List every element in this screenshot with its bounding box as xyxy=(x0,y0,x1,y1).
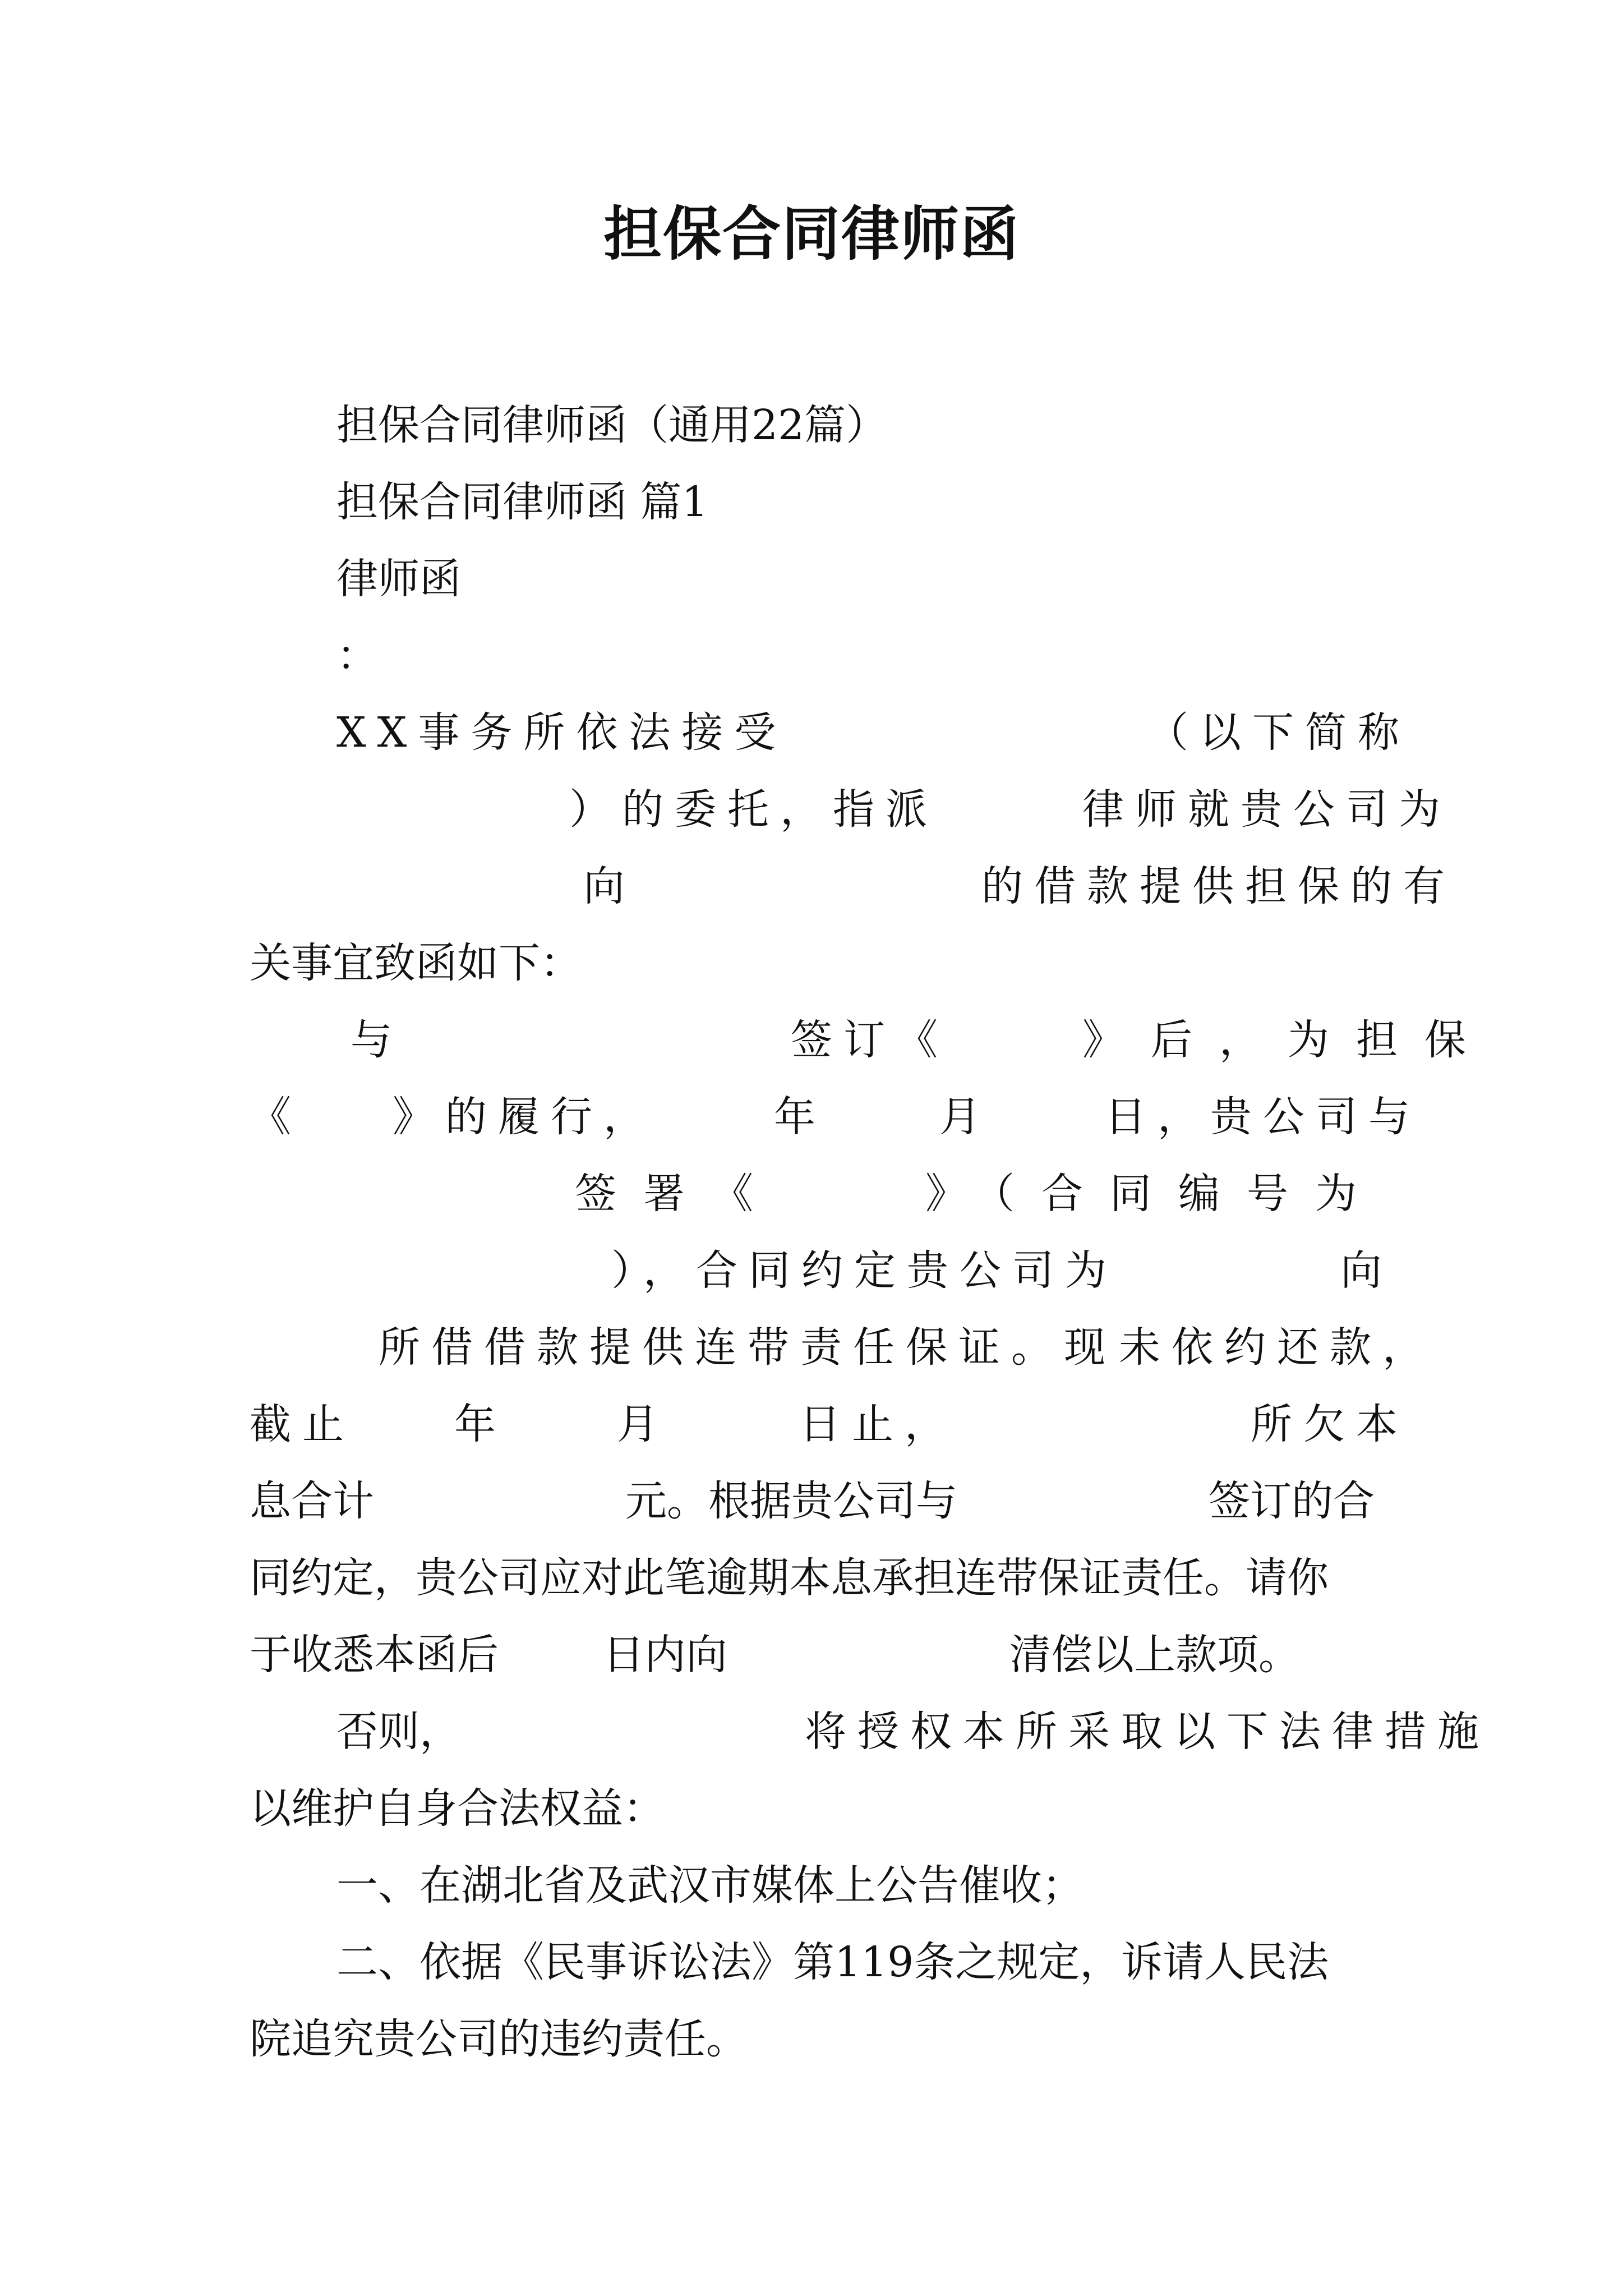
text-segment: ）的委托，指派 xyxy=(569,785,938,834)
text-segment: 月 xyxy=(939,1093,981,1141)
text-segment: 日止， xyxy=(799,1400,957,1448)
paragraph-line xyxy=(252,2001,1380,2078)
text-segment: 月 xyxy=(617,1400,658,1448)
text-segment: 同约定，贵公司应对此笔逾期本息承担连带保证责任。请你 xyxy=(250,1554,1329,1602)
paragraph-line xyxy=(252,694,1410,771)
text-segment: 所欠本 xyxy=(1251,1400,1409,1448)
paragraph-line xyxy=(252,925,1380,1002)
list-item xyxy=(252,1847,1380,1924)
salutation-line xyxy=(252,618,1380,694)
text-segment: 未依约还款， xyxy=(1119,1323,1435,1372)
salutation-text: ： xyxy=(336,632,378,680)
text-segment: 于收悉本函后 xyxy=(250,1631,499,1679)
text-segment: 元。根据贵公司与 xyxy=(625,1477,957,1525)
text-segment: 签订的合 xyxy=(1209,1477,1375,1525)
list-item-text: 二、依据《民事诉讼法》第119条之规定，诉请人民法 xyxy=(336,1938,1329,1986)
text-segment: 清偿以上款项。 xyxy=(1009,1631,1300,1679)
text-segment: 院追究贵公司的违约责任。 xyxy=(250,2015,748,2063)
text-segment: 将授权本所采取以下法律措施 xyxy=(805,1708,1490,1756)
section-heading-text: 担保合同律师函 篇1 xyxy=(336,478,708,526)
text-segment: 年 xyxy=(454,1400,496,1448)
paragraph-line xyxy=(252,1156,1384,1232)
text-segment: 关事宜致函如下： xyxy=(250,939,582,987)
section-heading-line xyxy=(252,464,1380,541)
document-title: 担保合同律师函 xyxy=(603,199,1020,268)
subtitle-line xyxy=(252,387,1380,464)
text-segment: 律师就贵公司为 xyxy=(1082,785,1451,834)
paragraph-line xyxy=(252,1463,1380,1540)
paragraph-line xyxy=(252,771,1451,848)
paragraph-line xyxy=(252,1617,1380,1694)
text-segment: 日内向 xyxy=(603,1631,727,1679)
text-segment: 向 xyxy=(1340,1246,1382,1295)
paragraph-line xyxy=(252,1694,1490,1770)
text-segment: 息合计 xyxy=(250,1477,374,1525)
text-segment: 签订《 xyxy=(791,1016,949,1064)
paragraph-line xyxy=(252,848,1456,925)
text-segment: （以下简称 xyxy=(1147,708,1410,757)
text-segment: 日，贵公司与 xyxy=(1105,1093,1421,1141)
list-item xyxy=(252,1924,1380,2001)
text-segment: 向 xyxy=(583,862,636,910)
text-segment: 截止 xyxy=(250,1400,355,1448)
subtitle-text: 担保合同律师函（通用22篇） xyxy=(336,401,888,449)
paragraph-line xyxy=(252,1540,1380,1617)
paragraph-line xyxy=(250,1386,1409,1463)
text-segment: 签署《 xyxy=(575,1170,780,1218)
letter-heading-text: 律师函 xyxy=(336,555,461,603)
text-segment: 》的履行， xyxy=(393,1093,656,1141)
text-segment: 年 xyxy=(774,1093,815,1141)
text-segment: 》后，为担保 xyxy=(1082,1016,1493,1064)
text-segment: 与 xyxy=(351,1016,392,1064)
text-segment: 以维护自身合法权益： xyxy=(250,1784,665,1833)
paragraph-line xyxy=(252,1002,1493,1079)
paragraph-line xyxy=(252,1770,1380,1847)
paragraph-line xyxy=(252,1309,1435,1386)
text-segment: XX事务所依法接受 xyxy=(336,708,787,757)
text-segment: 所借借款提供连带责任保证。现 xyxy=(379,1323,1117,1372)
text-segment: 》（合同编号为 xyxy=(925,1170,1384,1218)
text-segment: 《 xyxy=(250,1093,291,1141)
text-segment: ），合同约定贵公司为 xyxy=(611,1246,1118,1295)
document-body xyxy=(250,387,1493,2078)
paragraph-line xyxy=(252,1232,1380,1309)
text-segment: 的借款提供担保的有 xyxy=(981,862,1456,910)
text-segment: 否则， xyxy=(336,1708,461,1756)
list-item-text: 一、在湖北省及武汉市媒体上公告催收； xyxy=(336,1861,1083,1910)
paragraph-line xyxy=(250,1079,1421,1156)
letter-heading-line xyxy=(252,541,1380,618)
